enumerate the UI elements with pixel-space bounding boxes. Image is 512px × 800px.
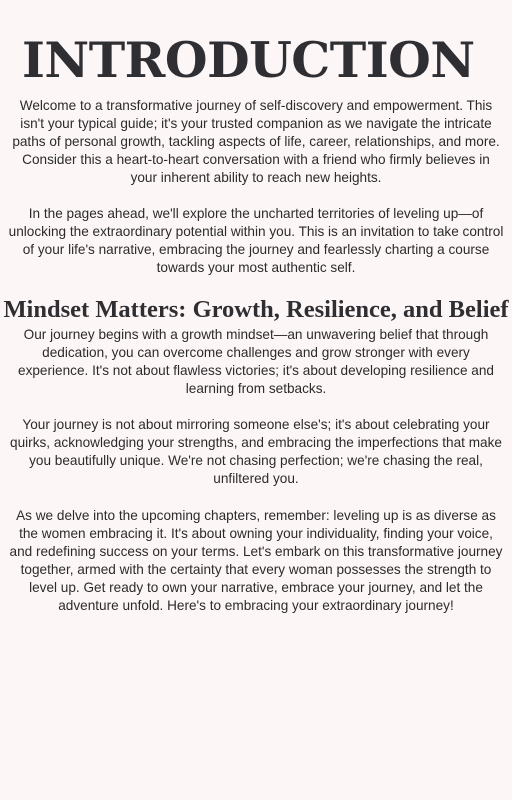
intro-paragraph: In the pages ahead, we'll explore the uncharted territories of leveling up—of unlocking the extraordinary potential within you. This is an invitation to take control of your life's narrative, embracing the journey and fearlessly charting a course towards your most authentic self. (8, 206, 504, 275)
intro-paragraph: Welcome to a transformative journey of self-discovery and empowerment. This isn't your typical guide; it's your trusted companion as we navigate the intricate paths of personal growth, tackling aspects of life, career, relationships, and more. Consider this a heart-to-heart conversation with a friend who firmly believes in your inherent ability to reach new heights. (12, 98, 500, 185)
section-paragraph: Our journey begins with a growth mindset—an unwavering belief that through dedication, you can overcome challenges and grow stronger with every experience. It's not about flawless victories; it's about developing resilience and learning from setbacks. (18, 327, 494, 396)
section-paragraph: Your journey is not about mirroring someone else's; it's about celebrating your quirks, acknowledging your strengths, and embracing the imperfections that make you beautifully unique. We're not chasing perfection; we're chasing the real, unfiltered you. (10, 417, 502, 486)
section-paragraph: As we delve into the upcoming chapters, remember: leveling up is as diverse as the women embracing it. It's about owning your individuality, finding your voice, and redefining success on your terms. Let's embark on this transformative journey together, armed with the certainty that every woman possesses the strength to level up. Get ready to own your narrative, embrace your journey, and let the adventure unfold. Here's to embracing your extraordinary journey! (9, 508, 503, 613)
section-heading: Mindset Matters: Growth, Resilience, and Belief (3, 296, 509, 323)
page-title: INTRODUCTION (22, 31, 475, 89)
